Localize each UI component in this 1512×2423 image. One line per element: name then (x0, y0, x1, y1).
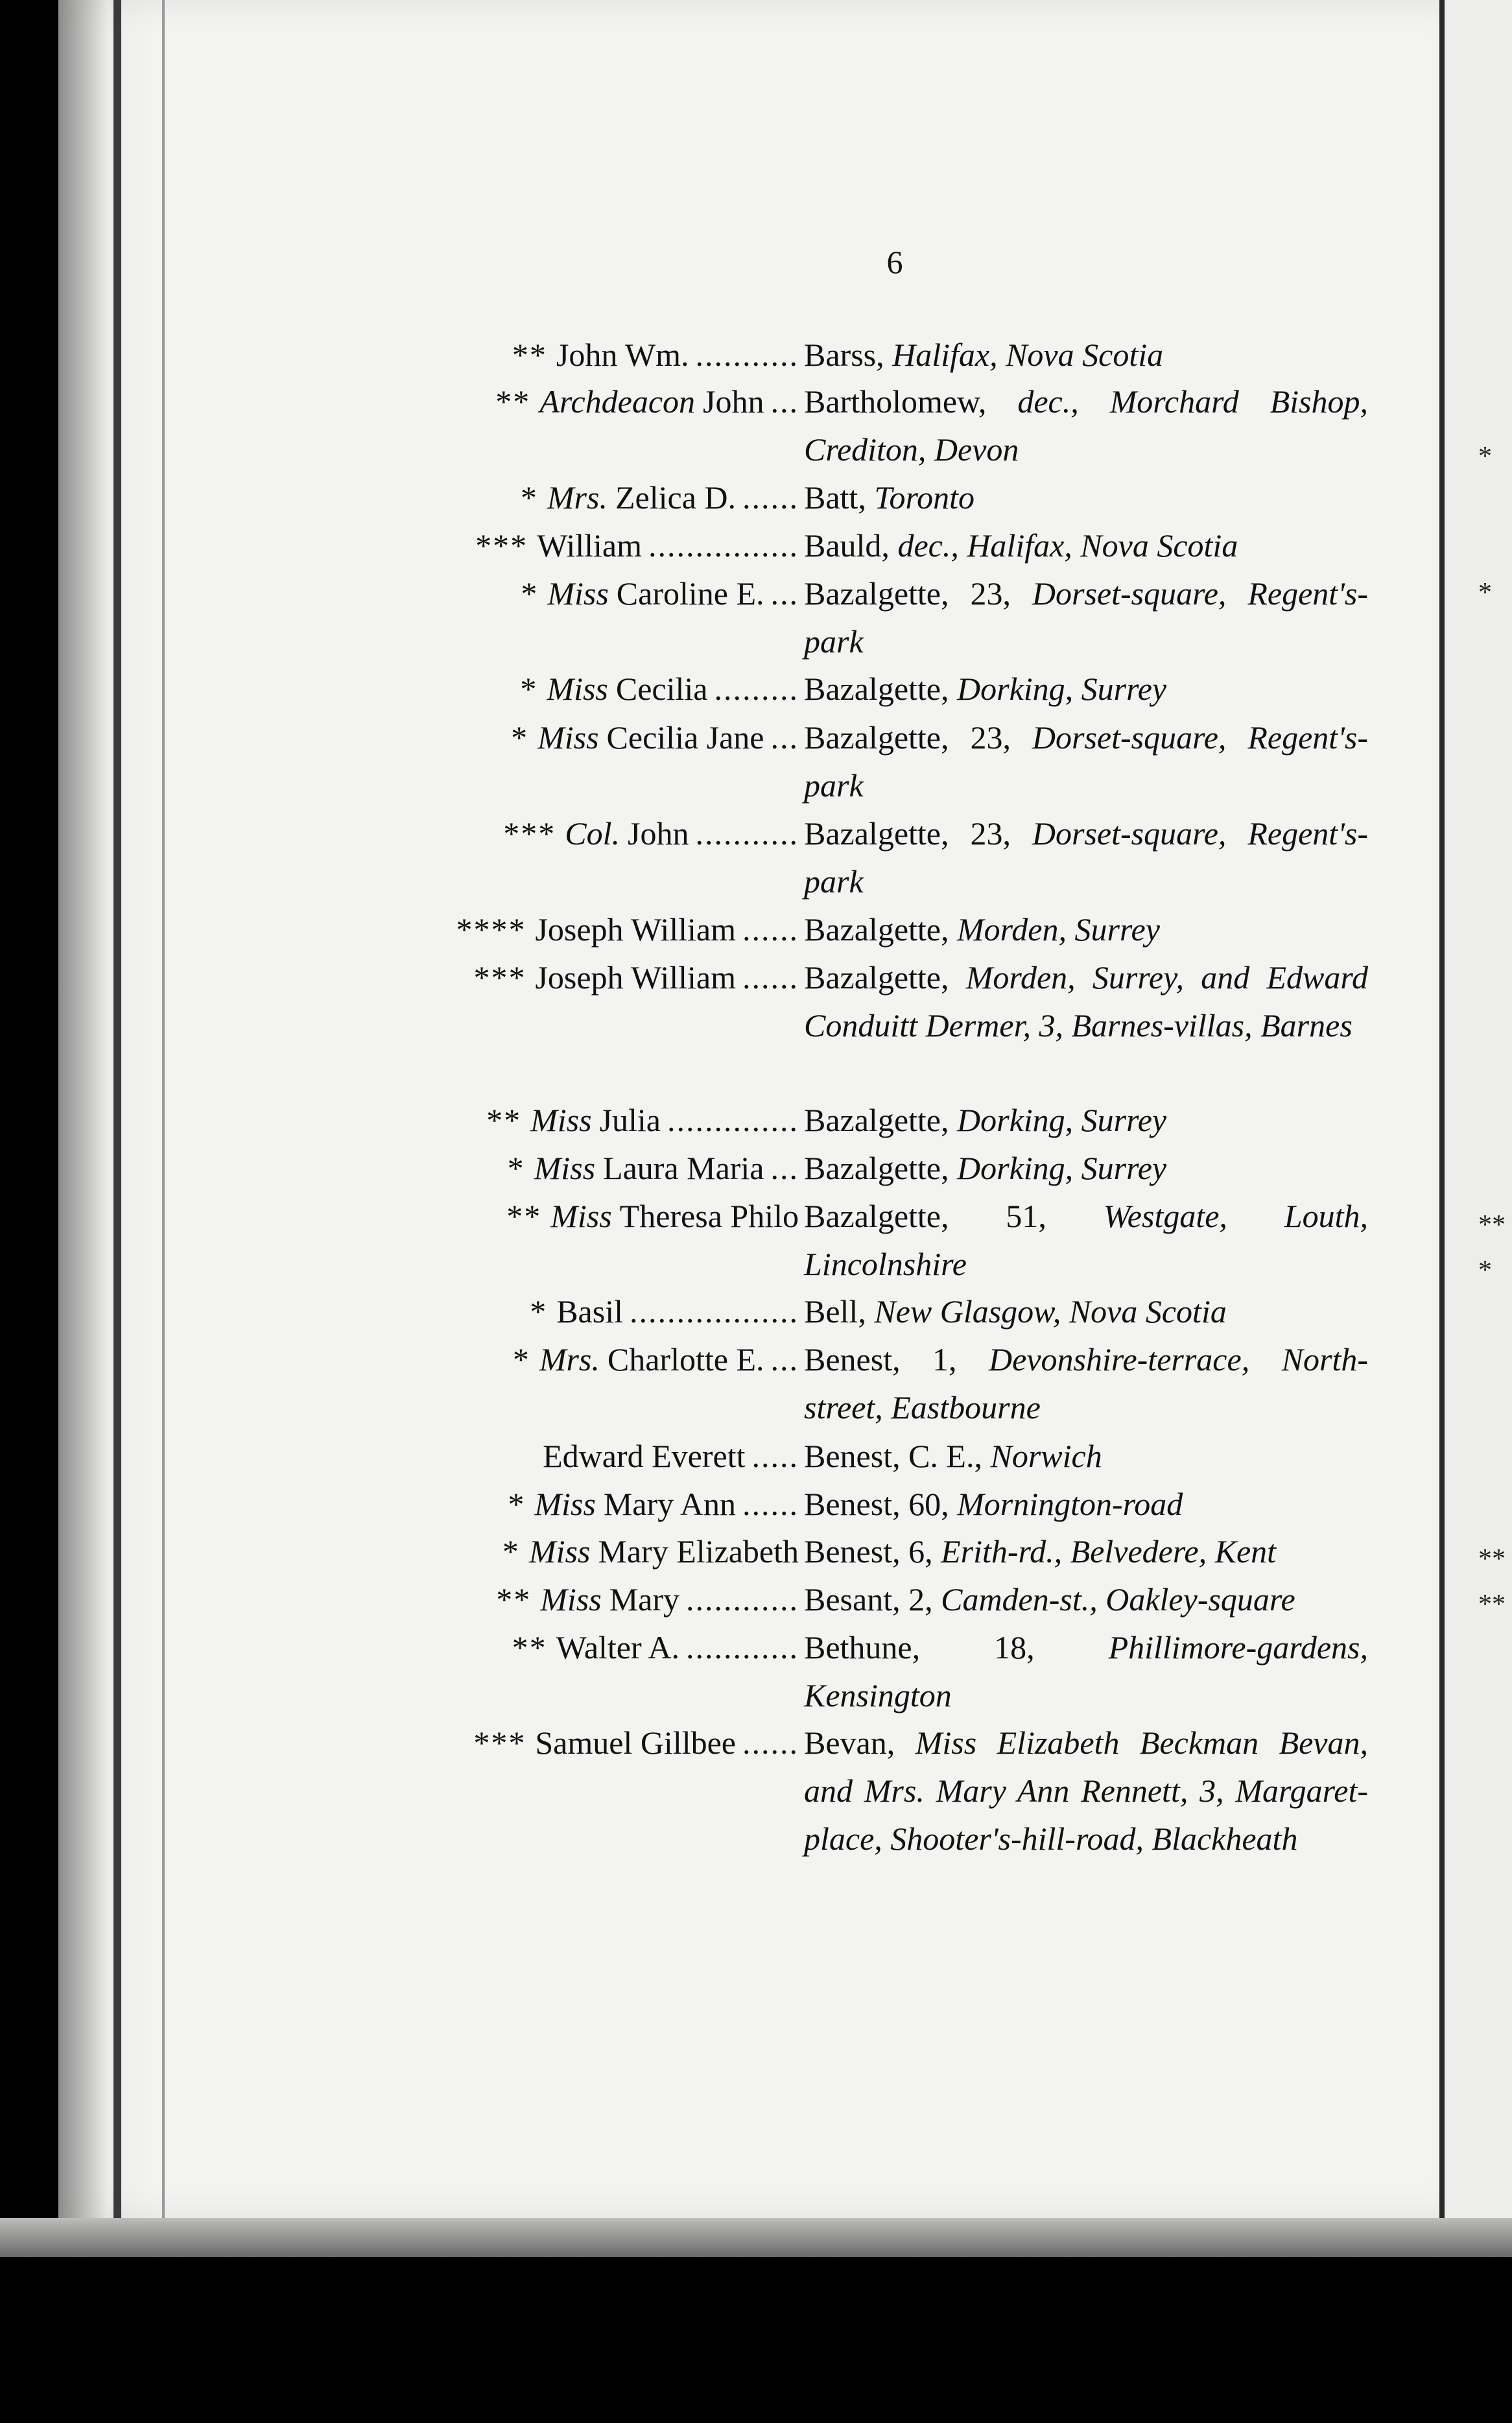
honorific: Mrs. (539, 1341, 600, 1378)
address-text: Erith-rd., Belvedere, Kent (941, 1533, 1277, 1570)
leader-dots: .............. (667, 1102, 799, 1138)
given-name: John (703, 383, 764, 420)
address-text: Dorset-square, Regent's-park (804, 575, 1368, 660)
surname: Bethune, 18, (804, 1629, 1109, 1665)
honorific: Miss (537, 719, 599, 756)
honorific: Mrs. (547, 479, 608, 516)
leader-dots: ..... (751, 1438, 799, 1474)
subscription-stars: *** (473, 1725, 526, 1761)
honorific: Miss (530, 1102, 592, 1138)
honorific: Miss (550, 1198, 612, 1234)
address-text: Dorset-square, Regent's-park (804, 719, 1368, 804)
subscription-stars: * (520, 671, 538, 707)
surname: Bazalgette, (804, 1150, 957, 1186)
subscriber-forename (511, 713, 799, 761)
address-text: New Glasgow, Nova Scotia (874, 1293, 1227, 1330)
subscriber-address (804, 473, 1368, 521)
leader-dots: ................ (648, 527, 799, 564)
given-name: Edward Everett (543, 1438, 746, 1474)
subscriber-address (804, 1527, 1368, 1575)
leader-dots: ........... (695, 337, 799, 373)
subscriber-forename (513, 1335, 799, 1383)
subscriber-address (804, 1287, 1368, 1335)
given-name: Mary Ann (603, 1486, 736, 1522)
address-text: Westgate, Louth, Lincolnshire (804, 1198, 1368, 1282)
subscriber-address (804, 1335, 1368, 1431)
leader-dots: ...... (742, 959, 799, 996)
right-page-mark: ** (1478, 1590, 1506, 1619)
given-name: Walter A. (556, 1629, 679, 1665)
subscriber-address (804, 665, 1368, 713)
leader-dots: ... (770, 1341, 799, 1378)
subscriber-forename (520, 665, 799, 713)
leader-dots: ............ (686, 1581, 799, 1617)
leader-dots: ...... (742, 479, 799, 516)
subscriber-address (804, 713, 1368, 809)
address-text: Dorking, Surrey (957, 671, 1167, 707)
subscription-stars: * (512, 1341, 530, 1378)
leader-dots: ... (770, 1150, 799, 1186)
address-text: Camden-st., Oakley-square (941, 1581, 1295, 1617)
given-name: John Wm. (556, 337, 689, 373)
page-bottom-edge (0, 2218, 1512, 2257)
subscription-stars: ** (496, 1581, 532, 1617)
leader-dots: .................. (630, 1293, 799, 1330)
subscriber-forename (495, 377, 799, 425)
given-name: Laura Maria (603, 1150, 764, 1186)
surname: Bazalgette, 23, (804, 575, 1032, 612)
right-page-mark: ** (1478, 1544, 1506, 1574)
subscriber-forename (502, 1527, 799, 1575)
address-text: Phillimore-gardens, Kensington (804, 1629, 1368, 1713)
subscription-stars: ** (512, 337, 547, 373)
subscription-stars: * (508, 1486, 526, 1522)
honorific: Miss (528, 1533, 591, 1570)
subscriber-forename (503, 809, 799, 857)
given-name: Julia (599, 1102, 661, 1138)
subscriber-forename (530, 1287, 799, 1335)
subscription-stars: ** (486, 1102, 522, 1138)
given-name: William (537, 527, 642, 564)
given-name: Caroline E. (616, 575, 764, 612)
address-text: Morden, Surrey, and Edward Conduitt Dermer, 3, Barnes-villas, Barnes (804, 959, 1368, 1044)
subscription-stars: * (530, 1293, 548, 1330)
subscriber-forename (496, 1575, 799, 1623)
subscriber-address (804, 377, 1368, 473)
subscription-stars: * (521, 575, 539, 612)
given-name: Mary Elizabeth (598, 1533, 799, 1570)
surname: Bazalgette, (804, 1102, 957, 1138)
subscription-stars: ** (512, 1629, 547, 1665)
surname: Benest, C. E., (804, 1438, 991, 1474)
address-text: Halifax, Nova Scotia (892, 337, 1164, 373)
leader-dots: ...... (742, 911, 799, 948)
subscriber-address (804, 521, 1368, 569)
surname: Besant, 2, (804, 1581, 941, 1617)
subscription-stars: *** (503, 815, 556, 852)
subscriber-address (804, 1096, 1368, 1144)
surname: Benest, 60, (804, 1486, 958, 1522)
address-text: Dorking, Surrey (957, 1150, 1167, 1186)
subscription-stars: * (502, 1533, 520, 1570)
honorific: Miss (547, 671, 608, 707)
subscription-stars: ** (495, 383, 531, 420)
address-text: Devonshire-terrace, North-street, Eastbourne (804, 1341, 1368, 1426)
given-name: Cecilia (615, 671, 708, 707)
subscriber-forename (512, 1623, 799, 1671)
leader-dots: ...... (742, 1486, 799, 1522)
address-text: dec., Morchard Bishop, Crediton, Devon (804, 383, 1369, 468)
subscriber-address (804, 1144, 1368, 1192)
subscriber-address (804, 905, 1368, 953)
honorific: Miss (540, 1581, 602, 1617)
page-number: 6 (886, 244, 903, 280)
subscriber-address (804, 809, 1368, 905)
address-text: Morden, Surrey (957, 911, 1160, 948)
subscriber-address (804, 1192, 1368, 1288)
surname: Benest, 1, (804, 1341, 989, 1378)
subscriber-forename (473, 1719, 799, 1767)
leader-dots: ........... (695, 815, 799, 852)
subscription-stars: **** (456, 911, 526, 948)
surname: Barss, (804, 337, 893, 373)
subscriber-forename (521, 569, 799, 617)
right-page-mark: * (1478, 1256, 1492, 1285)
given-name: John (628, 815, 689, 852)
leader-dots: ... (770, 719, 799, 756)
surname: Bell, (804, 1293, 875, 1330)
address-text: dec., Halifax, Nova Scotia (897, 527, 1238, 564)
honorific: Miss (547, 575, 609, 612)
surname: Bazalgette, 23, (804, 815, 1032, 852)
honorific: Col. (565, 815, 620, 852)
surname: Bazalgette, (804, 671, 957, 707)
surname: Bauld, (804, 527, 898, 564)
given-name: Zelica D. (615, 479, 736, 516)
surname: Bazalgette, 23, (804, 719, 1032, 756)
subscriber-forename (508, 1144, 799, 1192)
subscriber-address (804, 1719, 1368, 1863)
subscriber-address (804, 1623, 1368, 1719)
surname: Batt, (804, 479, 875, 516)
surname: Bartholomew, (804, 383, 1018, 420)
subscriber-forename (456, 905, 799, 953)
leader-dots: ............ (686, 1629, 799, 1665)
given-name: Mary (609, 1581, 679, 1617)
right-page-mark: * (1478, 578, 1492, 608)
subscriber-forename (508, 1480, 799, 1528)
subscriber-forename (506, 1192, 799, 1240)
subscription-stars: ** (506, 1198, 542, 1234)
honorific: Archdeacon (539, 383, 696, 420)
surname: Bevan, (804, 1725, 915, 1761)
subscriber-address (804, 1575, 1368, 1623)
given-name: Joseph William (535, 911, 736, 948)
leader-dots: ... (770, 575, 799, 612)
honorific: Miss (534, 1486, 596, 1522)
address-text: Toronto (874, 479, 975, 516)
leader-dots: ...... (742, 1725, 799, 1761)
leader-dots: ......... (714, 671, 799, 707)
surname: Benest, 6, (804, 1533, 941, 1570)
honorific: Miss (534, 1150, 596, 1186)
address-text: Miss Elizabeth Beckman Bevan, and Mrs. Mary Ann Rennett, 3, Margaret-place, Shooter's-hill-road, Blackheath (804, 1725, 1369, 1857)
surname: Bazalgette, (804, 959, 966, 996)
given-name: Cecilia Jane (606, 719, 764, 756)
address-text: Mornington-road (957, 1486, 1183, 1522)
subscriber-forename (534, 1432, 799, 1480)
given-name: Charlotte E. (607, 1341, 764, 1378)
address-text: Dorset-square, Regent's-park (804, 815, 1368, 900)
subscriber-forename (521, 473, 799, 521)
subscriber-forename (486, 1096, 799, 1144)
given-name: Samuel Gillbee (535, 1725, 736, 1761)
subscription-stars: *** (475, 527, 528, 564)
surname: Bazalgette, (804, 911, 957, 948)
surname: Bazalgette, 51, (804, 1198, 1104, 1234)
subscription-stars: * (520, 479, 538, 516)
given-name: Basil (556, 1293, 623, 1330)
subscriber-address (804, 953, 1368, 1049)
address-text: Norwich (990, 1438, 1102, 1474)
subscription-stars: * (507, 1150, 525, 1186)
subscriber-address (804, 1480, 1368, 1528)
address-text: Dorking, Surrey (957, 1102, 1167, 1138)
given-name: Joseph William (535, 959, 736, 996)
subscriber-address (804, 331, 1368, 379)
subscriber-address (804, 569, 1368, 665)
subscriber-forename (475, 521, 799, 569)
subscriber-forename (512, 331, 799, 379)
subscriber-address (804, 1432, 1368, 1480)
right-page-mark: * (1478, 442, 1492, 471)
subscriber-forename (473, 953, 799, 1001)
subscription-stars: * (511, 719, 529, 756)
given-name: Theresa Philo (619, 1198, 799, 1234)
leader-dots: ... (770, 383, 799, 420)
right-page-mark: ** (1478, 1210, 1506, 1240)
subscription-stars: *** (473, 959, 526, 996)
